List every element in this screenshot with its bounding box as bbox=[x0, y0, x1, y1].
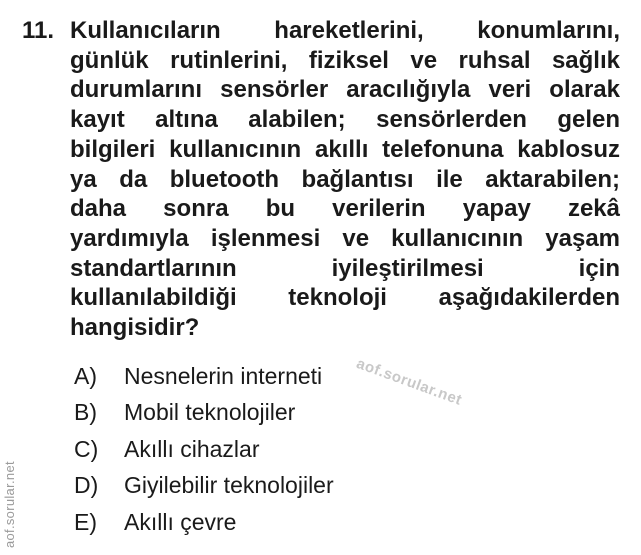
question-line: günlük rutinlerini, fiziksel ve ruhsal sağlık bbox=[70, 46, 620, 74]
question-line: standartlarının iyileştirilmesi için bbox=[70, 254, 620, 282]
option-d[interactable] bbox=[74, 468, 334, 505]
option-c[interactable] bbox=[74, 431, 334, 468]
side-watermark: aof.sorular.net bbox=[2, 461, 17, 548]
option-b[interactable] bbox=[74, 395, 334, 432]
question-line: bilgileri kullanıcının akıllı telefonuna kablosuz bbox=[70, 135, 620, 163]
option-text: Akıllı cihazlar bbox=[124, 435, 260, 462]
option-text: Giyilebilir teknolojiler bbox=[124, 472, 334, 499]
option-e[interactable] bbox=[74, 504, 334, 541]
option-letter: C) bbox=[74, 435, 99, 462]
question-text bbox=[70, 16, 620, 343]
option-text: Mobil teknolojiler bbox=[124, 399, 296, 426]
question-block bbox=[22, 16, 622, 343]
question-line: kayıt altına alabilen; sensörlerden gelen bbox=[70, 106, 620, 134]
question-line: kullanılabildiği teknoloji aşağıdakilerden bbox=[70, 284, 620, 312]
question-line: Kullanıcıların hareketlerini, konumlarını, bbox=[70, 17, 620, 44]
question-line: ya da bluetooth bağlantısı ile aktarabilen; bbox=[70, 165, 620, 193]
option-letter: E) bbox=[74, 508, 97, 535]
option-letter: B) bbox=[74, 399, 97, 426]
question-line: yardımıyla işlenmesi ve kullanıcının yaşam bbox=[70, 224, 620, 252]
option-letter: D) bbox=[74, 472, 99, 499]
question-line: hangisidir? bbox=[70, 314, 200, 342]
watermark: aof.sorular.net bbox=[354, 355, 465, 409]
answer-options bbox=[74, 358, 334, 541]
option-a[interactable] bbox=[74, 358, 334, 395]
question-line: daha sonra bu verilerin yapay zekâ bbox=[70, 195, 620, 223]
question-number: 11. bbox=[22, 17, 55, 44]
option-letter: A) bbox=[74, 362, 97, 389]
question-line: durumlarını sensörler aracılığıyla veri olarak bbox=[70, 76, 620, 104]
option-text: Akıllı çevre bbox=[124, 508, 237, 535]
option-text: Nesnelerin interneti bbox=[124, 362, 323, 389]
